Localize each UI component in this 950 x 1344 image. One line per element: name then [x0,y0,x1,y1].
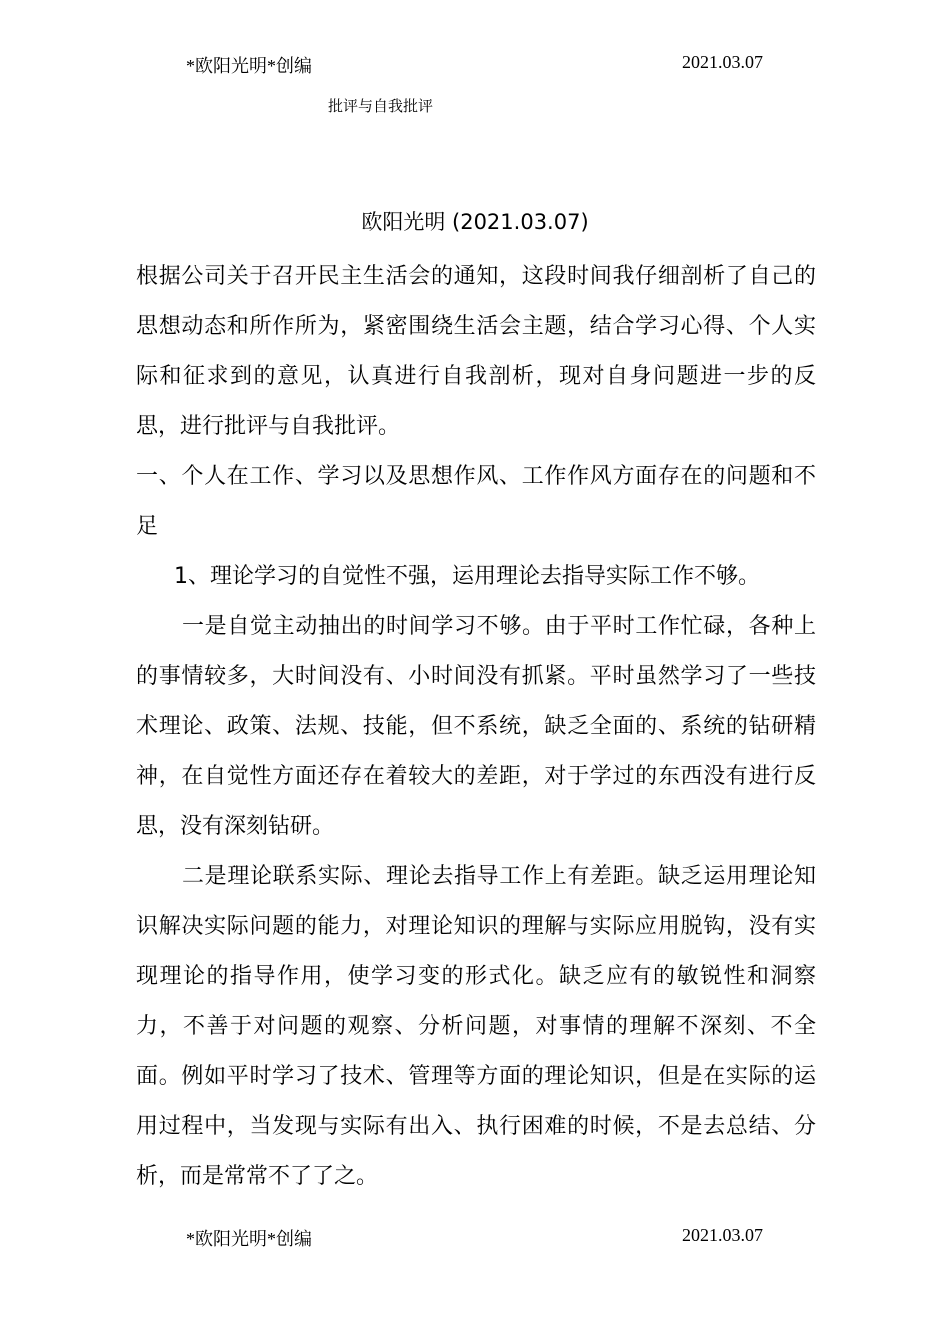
paragraph-point-one: 一是自觉主动抽出的时间学习不够。由于平时工作忙碌，各种上的事情较多，大时间没有、小时间没有抓紧。平时虽然学习了一些技术理论、政策、法规、技能，但不系统，缺乏全面的、系统的钻研精神，在自觉性方面还存在着较大的差距，对于学过的东西没有进行反思，没有深刻钻研。 [136,614,816,839]
paragraph-point-two: 二是理论联系实际、理论去指导工作上有差距。缺乏运用理论知识解决实际问题的能力，对理论知识的理解与实际应用脱钩，没有实现理论的指导作用，使学习变的形式化。缺乏应有的敏锐性和洞察力，不善于对问题的观察、分析问题，对事情的理解不深刻、不全面。例如平时学习了技术、管理等方面的理论知识，但是在实际的运用过程中，当发现与实际有出入、执行困难的时候，不是去总结、分析，而是常常不了了之。 [136,864,816,1189]
header-date: 2021.03.07 [682,52,763,72]
document-title: 欧阳光明 (2021.03.07) [361,210,589,234]
subsection-heading: 1、理论学习的自觉性不强，运用理论去指导实际工作不够。 [174,564,760,589]
document-label: 批评与自我批评 [328,97,434,115]
document-body [136,252,816,1202]
footer-date: 2021.03.07 [682,1225,763,1245]
footer-author: *欧阳光明*创编 [186,1229,312,1249]
section-heading: 一、个人在工作、学习以及思想作风、工作作风方面存在的问题和不足 [136,464,816,539]
paragraph-intro: 根据公司关于召开民主生活会的通知，这段时间我仔细剖析了自己的思想动态和所作所为，紧密围绕生活会主题，结合学习心得、个人实际和征求到的意见，认真进行自我剖析，现对自身问题进一步的反思，进行批评与自我批评。 [136,264,816,439]
header-author: *欧阳光明*创编 [186,56,312,76]
